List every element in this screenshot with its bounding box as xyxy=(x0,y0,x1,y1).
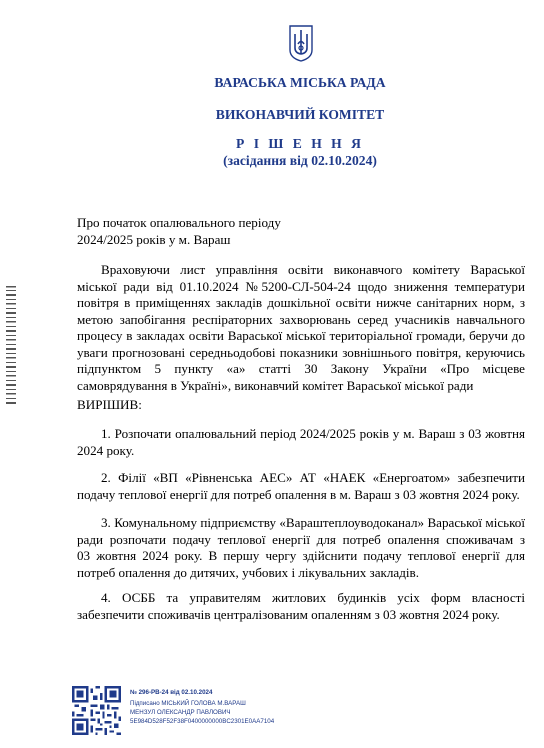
decision-title: Р І Ш Е Н Н Я xyxy=(236,136,364,151)
preamble-line: Враховуючи лист управління освіти виконавчого комітету Вараської xyxy=(101,262,525,277)
preamble-line: уваги прогнозовані середньодобові показники зовнішнього повітря, керуючись xyxy=(77,344,525,360)
council-title: ВАРАСЬКА МІСЬКА РАДА xyxy=(214,75,386,90)
qr-code-icon xyxy=(72,686,121,735)
item-line: 2024 року. xyxy=(77,442,135,458)
decision-item-3 xyxy=(77,515,525,581)
preamble-line: міської ради від 01.10.2024 №5200-СЛ-504-24 щодо зниження температури xyxy=(77,278,525,294)
item-line: 1. Розпочати опалювальний період 2024/2025 років у м. Вараш з 03 жовтня xyxy=(101,426,525,441)
subject-line-2: 2024/2025 років у м. Вараш xyxy=(77,232,231,247)
signature-signed-by: Підписано МІСЬКИЙ ГОЛОВА М.ВАРАШ xyxy=(130,700,246,707)
preamble-line: повітря в приміщеннях закладів дошкільної освіти нижче санітарних норм, з xyxy=(77,295,525,310)
decision-item-4 xyxy=(77,590,525,623)
decision-item-1 xyxy=(77,426,525,459)
committee-title: ВИКОНАВЧИЙ КОМІТЕТ xyxy=(215,107,385,122)
signature-key-id: 5E984D528F52F38F0400000000BC2301E0AA7104 xyxy=(130,718,275,725)
signature-name: МЕНЗУЛ ОЛЕКСАНДР ПАВЛОВИЧ xyxy=(130,709,231,716)
item-line: подачу теплової енергії для потреб опалення в м. Вараш з 03 жовтня 2024 року. xyxy=(77,486,520,502)
item-line: потреб опалення до дитячих, учбових і лікувальних закладів. xyxy=(77,564,419,580)
item-line: забезпечити споживачів централізованим опаленням з 03 жовтня 2024 року. xyxy=(77,606,500,622)
decision-item-2 xyxy=(77,470,525,503)
session-date: (засідання від 02.10.2024) xyxy=(223,153,377,168)
preamble-line: процесу в закладах освіти Вараської міської територіальної громади, беручи до xyxy=(77,328,525,343)
preamble-paragraph xyxy=(77,262,525,394)
resolve-heading: ВИРІШИВ: xyxy=(77,397,142,412)
item-line: 03 жовтня 2024 року. В першу чергу здійснити подачу теплової енергії для xyxy=(77,548,525,563)
item-line: 2. Філії «ВП «Рівненська АЕС» АТ «НАЕК «Енергоатом» забезпечити xyxy=(101,470,525,485)
signature-number: № 296-РВ-24 від 02.10.2024 xyxy=(130,689,213,696)
item-line: 4. ОСББ та управителям житлових будинків усіх форм власності xyxy=(101,590,525,605)
subject-line-1: Про початок опалювального періоду xyxy=(77,215,281,230)
item-line: ради розпочати подачу теплової енергії для потреб опалення споживачам з xyxy=(77,531,525,547)
preamble-line: самоврядування в Україні», виконавчий комітет Вараської міської ради xyxy=(77,377,474,393)
side-barcode xyxy=(4,286,18,406)
preamble-line: підпунктом 5 пункту «а» статті 30 Закону України «Про місцеве xyxy=(77,361,525,376)
preamble-line: метою запобігання респіраторних захворювань серед учасників навчального xyxy=(77,311,525,327)
trident-emblem-icon xyxy=(287,24,315,62)
item-line: 3. Комунальному підприємству «Вараштеплоуводоканал» Вараської міської xyxy=(101,515,525,530)
